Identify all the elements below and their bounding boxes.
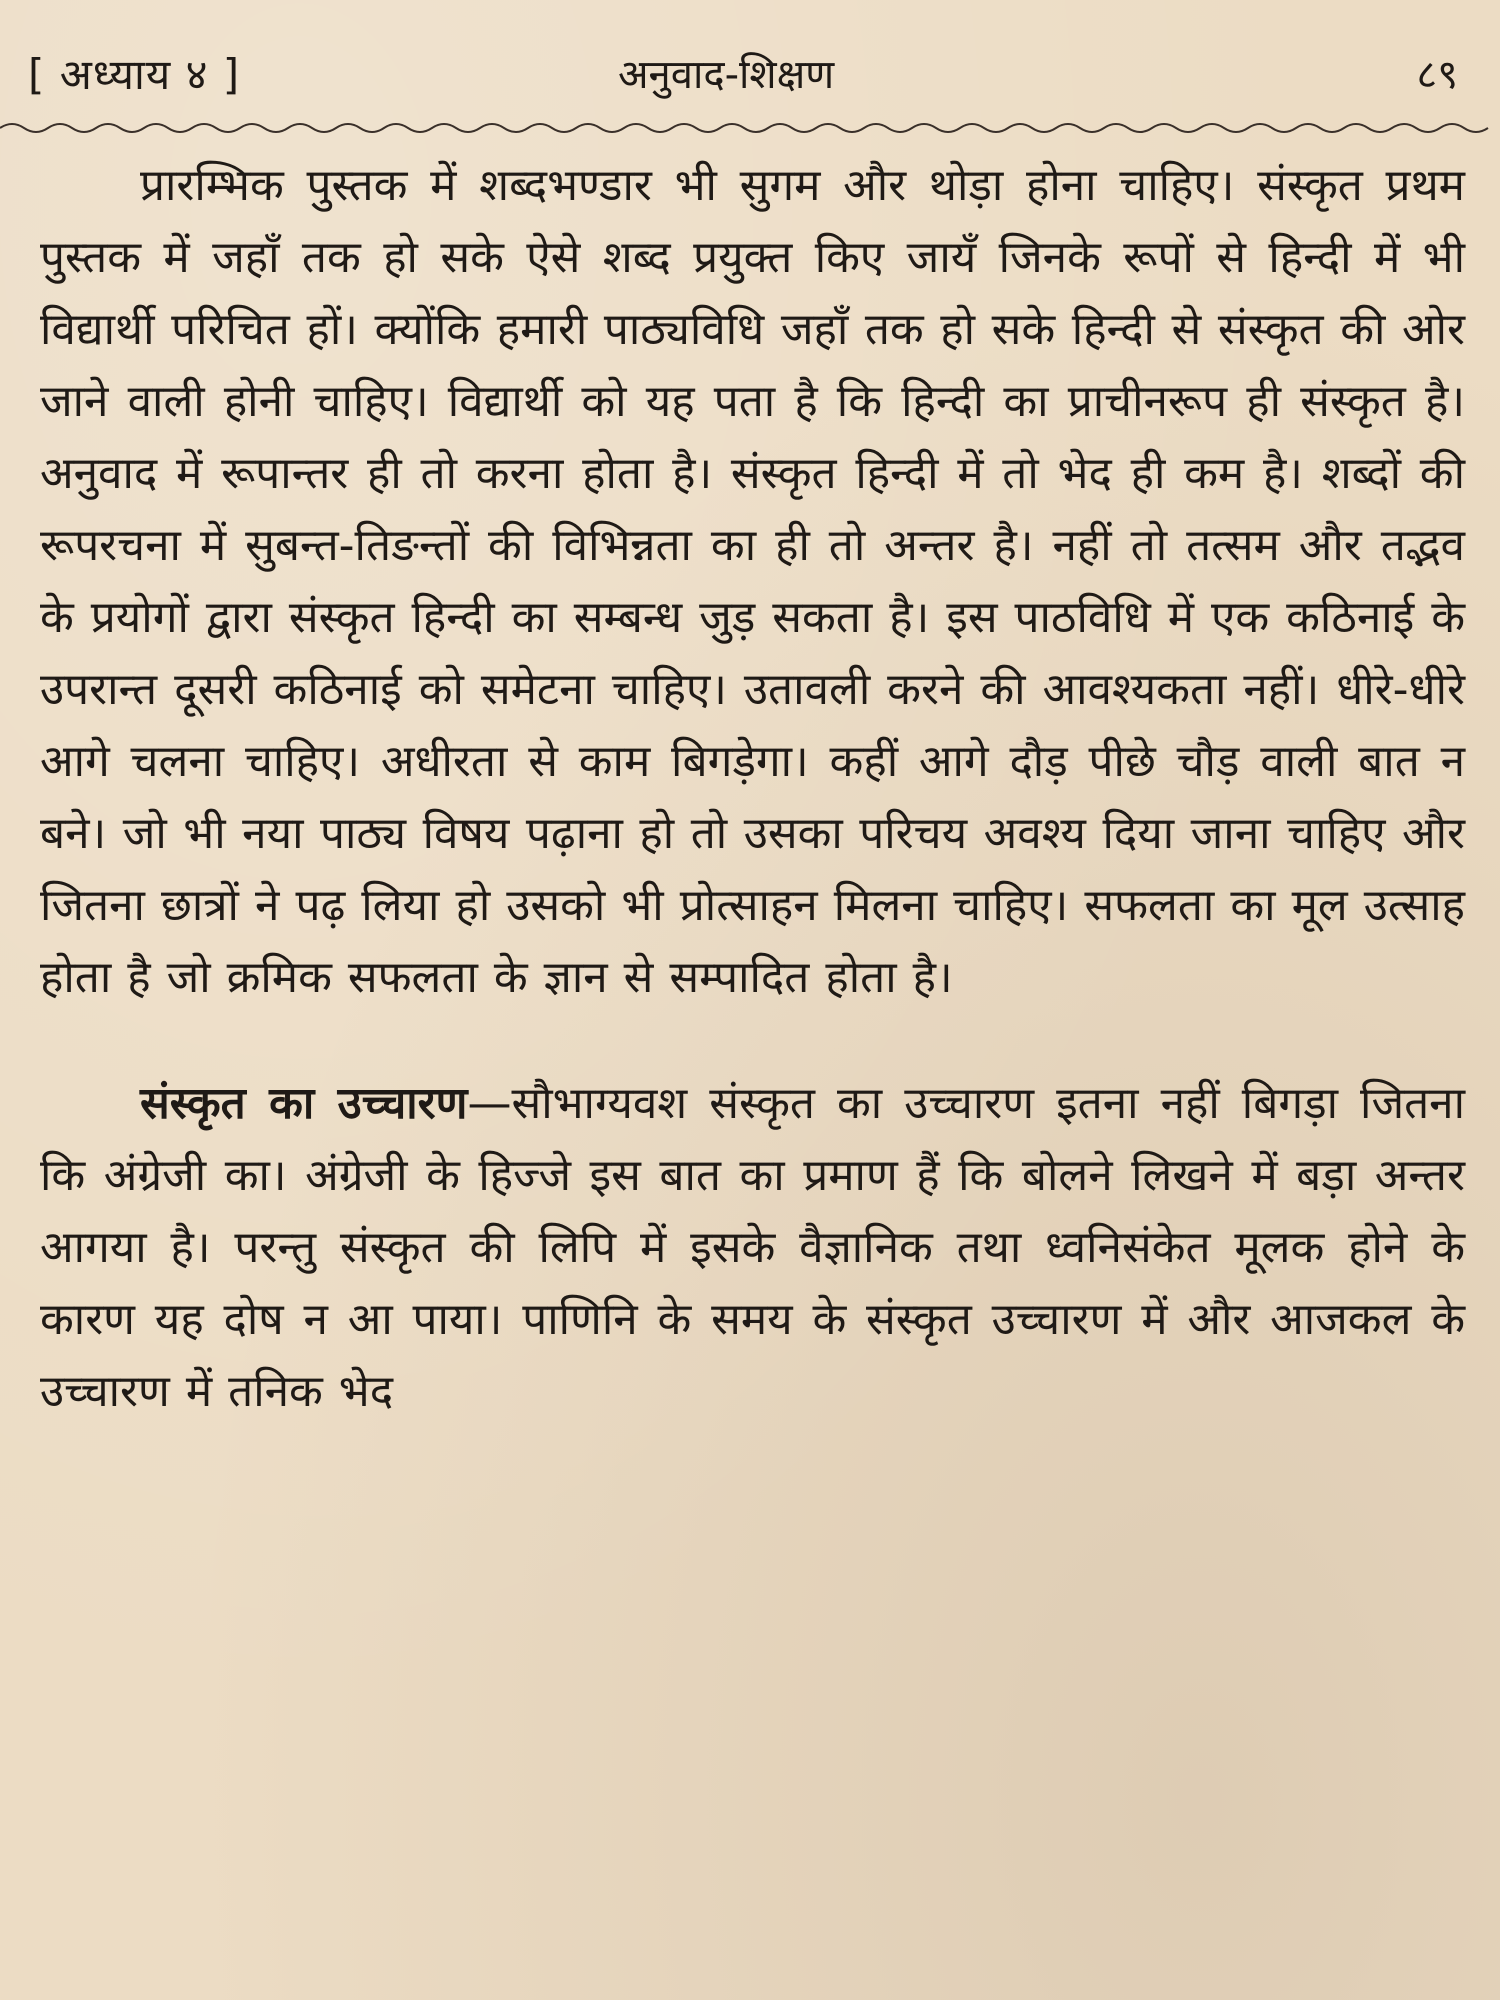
body-text: [40, 150, 1465, 1428]
running-title: अनुवाद-शिक्षण: [618, 52, 835, 98]
section-heading: संस्कृत का उच्चारण: [140, 1078, 468, 1129]
paragraph-2-text: —सौभाग्यवश संस्कृत का उच्चारण इतना नहीं बिगड़ा जितना कि अंग्रेजी का। अंग्रेजी के हिज्जे इस बात का प्रमाण हैं कि बोलने लिखने में बड़ा अन्तर आगया है। परन्तु संस्कृत की लिपि में इसके वैज्ञानिक तथा ध्वनिसंकेत मूलक होने के कारण यह दोष न आ पाया। पाणिनि के समय के संस्कृत उच्चारण में और आजकल के उच्चारण में तनिक भेद: [40, 1078, 1465, 1417]
chapter-label: [ अध्याय ४ ]: [28, 50, 241, 99]
paragraph-2: [40, 1068, 1465, 1428]
header-wavy-rule: [0, 108, 1500, 148]
page-number: ८९: [1416, 52, 1458, 98]
paragraph-1: प्रारम्भिक पुस्तक में शब्दभण्डार भी सुगम और थोड़ा होना चाहिए। संस्कृत प्रथम पुस्तक में जहाँ तक हो सके ऐसे शब्द प्रयुक्त किए जायँ जिनके रूपों से हिन्दी में भी विद्यार्थी परिचित हों। क्योंकि हमारी पाठ्यविधि जहाँ तक हो सके हिन्दी से संस्कृत की ओर जाने वाली होनी चाहिए। विद्यार्थी को यह पता है कि हिन्दी का प्राचीनरूप ही संस्कृत है। अनुवाद में रूपान्तर ही तो करना होता है। संस्कृत हिन्दी में तो भेद ही कम है। शब्दों की रूपरचना में सुबन्त-तिङन्तों की विभिन्नता का ही तो अन्तर है। नहीं तो तत्सम और तद्भव के प्रयोगों द्वारा संस्कृत हिन्दी का सम्बन्ध जुड़ सकता है। इस पाठविधि में एक कठिनाई के उपरान्त दूसरी कठिनाई को समेटना चाहिए। उतावली करने की आवश्यकता नहीं। धीरे-धीरे आगे चलना चाहिए। अधीरता से काम बिगड़ेगा। कहीं आगे दौड़ पीछे चौड़ वाली बात न बने। जो भी नया पाठ्य विषय पढ़ाना हो तो उसका परिचय अवश्य दिया जाना चाहिए और जितना छात्रों ने पढ़ लिया हो उसको भी प्रोत्साहन मिलना चाहिए। सफलता का मूल उत्साह होता है जो क्रमिक सफलता के ज्ञान से सम्पादित होता है।: [40, 160, 1465, 1003]
page-header: [28, 40, 1458, 110]
